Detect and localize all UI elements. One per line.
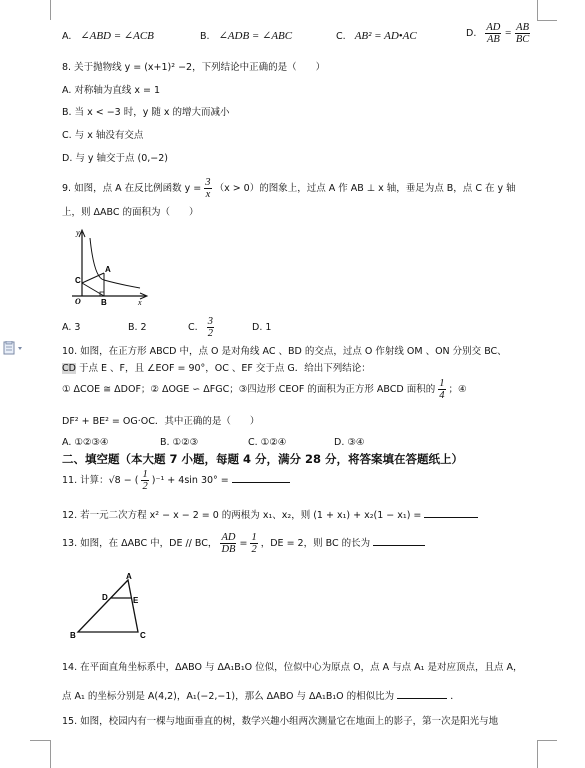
crop-mark-bottom-right-h bbox=[537, 740, 557, 741]
answer-blank[interactable] bbox=[424, 509, 478, 518]
label-a: A bbox=[105, 265, 111, 274]
q10-line3-post: ；④ bbox=[448, 384, 467, 395]
q10-line1: 10. 如图，在正方形 ABCD 中，点 O 是对角线 AC 、BD 的交点，过点 O 作射线 OM 、ON 分别交 BC、 bbox=[62, 346, 507, 357]
q8-option-d[interactable]: D. 与 y 轴交于点 (0,−2) bbox=[62, 153, 169, 164]
fraction-1-over-2 bbox=[141, 469, 148, 492]
fraction-3-over-x bbox=[204, 177, 211, 200]
q7-option-c[interactable] bbox=[336, 30, 417, 43]
q9-stem-pre: 9. 如图，点 A 在反比例函数 y = bbox=[62, 183, 202, 194]
q10-option-c[interactable]: C. ①②④ bbox=[248, 437, 287, 448]
section-heading: 二、填空题（本大题 7 小题，每题 4 分，满分 28 分，将答案填在答题纸上） bbox=[62, 452, 464, 466]
fraction-denominator: 2 bbox=[251, 544, 257, 555]
q7-option-d[interactable] bbox=[466, 18, 530, 49]
label-y: y bbox=[76, 228, 80, 237]
fraction-numerator: 3 bbox=[207, 316, 213, 327]
option-label: A. bbox=[62, 31, 72, 42]
option-text: ∠ADB = ∠ABC bbox=[218, 30, 293, 42]
fraction-1-over-4 bbox=[438, 378, 445, 401]
q14-line2-pre: 点 A₁ 的坐标分别是 A(4,2)，A₁(−2,−1)，那么 ΔABO 与 ΔA₁B₁O 的相似比为 bbox=[62, 691, 395, 702]
option-label: C. bbox=[336, 31, 346, 42]
q13 bbox=[62, 529, 425, 559]
q9-stem bbox=[62, 174, 516, 204]
q10-option-a[interactable]: A. ①②③④ bbox=[62, 437, 109, 448]
q10-line2 bbox=[62, 363, 371, 375]
q10-line3 bbox=[62, 375, 467, 405]
fraction-denominator: BC bbox=[515, 34, 530, 45]
fraction-numerator: AD bbox=[221, 532, 236, 543]
q8-option-b[interactable]: B. 当 x < −3 时，y 随 x 的增大而减小 bbox=[62, 107, 230, 118]
q7-option-b[interactable] bbox=[200, 30, 292, 43]
label-c: C bbox=[140, 631, 146, 640]
option-label: B. bbox=[200, 31, 210, 42]
q13-post: ，DE = 2，则 BC 的长为 bbox=[260, 538, 371, 549]
q10-option-b[interactable]: B. ①②③ bbox=[160, 437, 199, 448]
crop-mark-top-left-v bbox=[50, 0, 51, 20]
q11-pre: 11. 计算：√8 − ( bbox=[62, 475, 139, 486]
q9-option-d[interactable]: D. 1 bbox=[252, 322, 272, 333]
answer-blank[interactable] bbox=[397, 690, 447, 699]
q9-stem-line2: 上，则 ΔABC 的面积为（ ） bbox=[62, 207, 199, 218]
q9-graph bbox=[68, 226, 150, 306]
label-d: D bbox=[102, 593, 108, 602]
fraction-3-over-2 bbox=[207, 316, 214, 339]
hyperbola-curve bbox=[90, 238, 140, 288]
paste-options-icon[interactable] bbox=[3, 341, 17, 355]
highlighted-text: CD bbox=[62, 363, 76, 374]
fraction-numerator: AD bbox=[486, 22, 501, 33]
q11-post: )⁻¹ + 4sin 30° = bbox=[151, 475, 232, 486]
q15-line1: 15. 如图，校园内有一棵与地面垂直的树，数学兴趣小组两次测量它在地面上的影子，第一次是阳光与地 bbox=[62, 716, 499, 727]
label-o: O bbox=[75, 297, 81, 306]
q13-pre: 13. 如图，在 ΔABC 中，DE // BC， bbox=[62, 538, 218, 549]
label-x: x bbox=[138, 298, 142, 306]
label-b: B bbox=[101, 298, 107, 306]
q14-line2 bbox=[62, 690, 460, 703]
answer-blank[interactable] bbox=[373, 537, 425, 546]
option-label: C. bbox=[188, 322, 198, 333]
crop-mark-top-right-h bbox=[537, 20, 557, 21]
fraction-denominator: AB bbox=[486, 34, 500, 45]
answer-blank[interactable] bbox=[232, 474, 290, 483]
fraction-denominator: DB bbox=[221, 544, 236, 555]
option-label: D. bbox=[466, 28, 477, 39]
fraction-denominator: 2 bbox=[142, 481, 148, 492]
fraction-numerator: AB bbox=[516, 22, 529, 33]
q13-triangle-figure bbox=[66, 570, 156, 642]
q9-stem-post: （x > 0）的图象上，过点 A 作 AB ⊥ x 轴，垂足为点 B，点 C 在 y 轴 bbox=[214, 183, 516, 194]
q8-stem: 8. 关于抛物线 y = (x+1)² −2，下列结论中正确的是（ ） bbox=[62, 62, 326, 73]
q10-option-d[interactable]: D. ③④ bbox=[334, 437, 365, 448]
q14-line2-post: ． bbox=[450, 691, 460, 702]
q9-option-a[interactable]: A. 3 bbox=[62, 322, 81, 333]
q12 bbox=[62, 509, 478, 522]
label-c: C bbox=[75, 276, 81, 285]
crop-mark-top-right-v bbox=[537, 0, 538, 20]
fraction-denominator: 2 bbox=[207, 328, 213, 339]
fraction-denominator: 4 bbox=[439, 390, 445, 401]
option-text: ∠ABD = ∠ACB bbox=[80, 30, 154, 42]
fraction-ab-bc bbox=[515, 22, 530, 45]
q11 bbox=[62, 466, 290, 496]
q14-line1: 14. 在平面直角坐标系中，ΔABO 与 ΔA₁B₁O 位似，位似中心为原点 O，点 A 与点 A₁ 是对应顶点，且点 A， bbox=[62, 662, 523, 673]
q9-option-b[interactable]: B. 2 bbox=[128, 322, 147, 333]
fraction-denominator: x bbox=[205, 189, 211, 200]
q8-option-c[interactable]: C. 与 x 轴没有交点 bbox=[62, 130, 144, 141]
label-e: E bbox=[133, 596, 139, 605]
q7-option-a[interactable] bbox=[62, 30, 154, 43]
fraction-ad-db bbox=[220, 532, 236, 555]
label-b: B bbox=[70, 631, 76, 640]
fraction-numerator: 1 bbox=[142, 469, 148, 480]
q10-line4: DF² + BE² = OG·OC．其中正确的是（ ） bbox=[62, 416, 260, 427]
fraction-1-over-2 bbox=[250, 532, 257, 555]
q12-text: 12. 若一元二次方程 x² − x − 2 = 0 的两根为 x₁、x₂，则 (1 + x₁) + x₂(1 − x₁) = bbox=[62, 510, 422, 521]
q8-option-a[interactable]: A. 对称轴为直线 x = 1 bbox=[62, 85, 161, 96]
label-a: A bbox=[126, 572, 132, 581]
equals-sign: = bbox=[504, 27, 512, 39]
fraction-numerator: 1 bbox=[251, 532, 257, 543]
crop-mark-bottom-left-v bbox=[50, 740, 51, 768]
segment-cb bbox=[82, 283, 104, 296]
triangle-abc bbox=[78, 580, 138, 632]
fraction-ad-ab bbox=[485, 22, 501, 45]
fraction-numerator: 1 bbox=[439, 378, 445, 389]
option-text: AB² = AD•AC bbox=[354, 30, 417, 42]
fraction-numerator: 3 bbox=[205, 177, 211, 188]
crop-mark-bottom-left-h bbox=[30, 740, 50, 741]
q10-line3-pre: ① ΔCOE ≅ ΔDOF；② ΔOGE ∽ ΔFGC；③四边形 CEOF 的面积为正方形 ABCD 面积的 bbox=[62, 384, 436, 395]
crop-mark-bottom-right-v bbox=[537, 740, 538, 768]
equals-sign: = bbox=[239, 538, 251, 549]
q10-line2-rest: 于点 E 、F，且 ∠EOF = 90°，OC 、EF 交于点 G．给出下列结论： bbox=[75, 363, 371, 374]
q9-option-c[interactable] bbox=[188, 311, 214, 345]
